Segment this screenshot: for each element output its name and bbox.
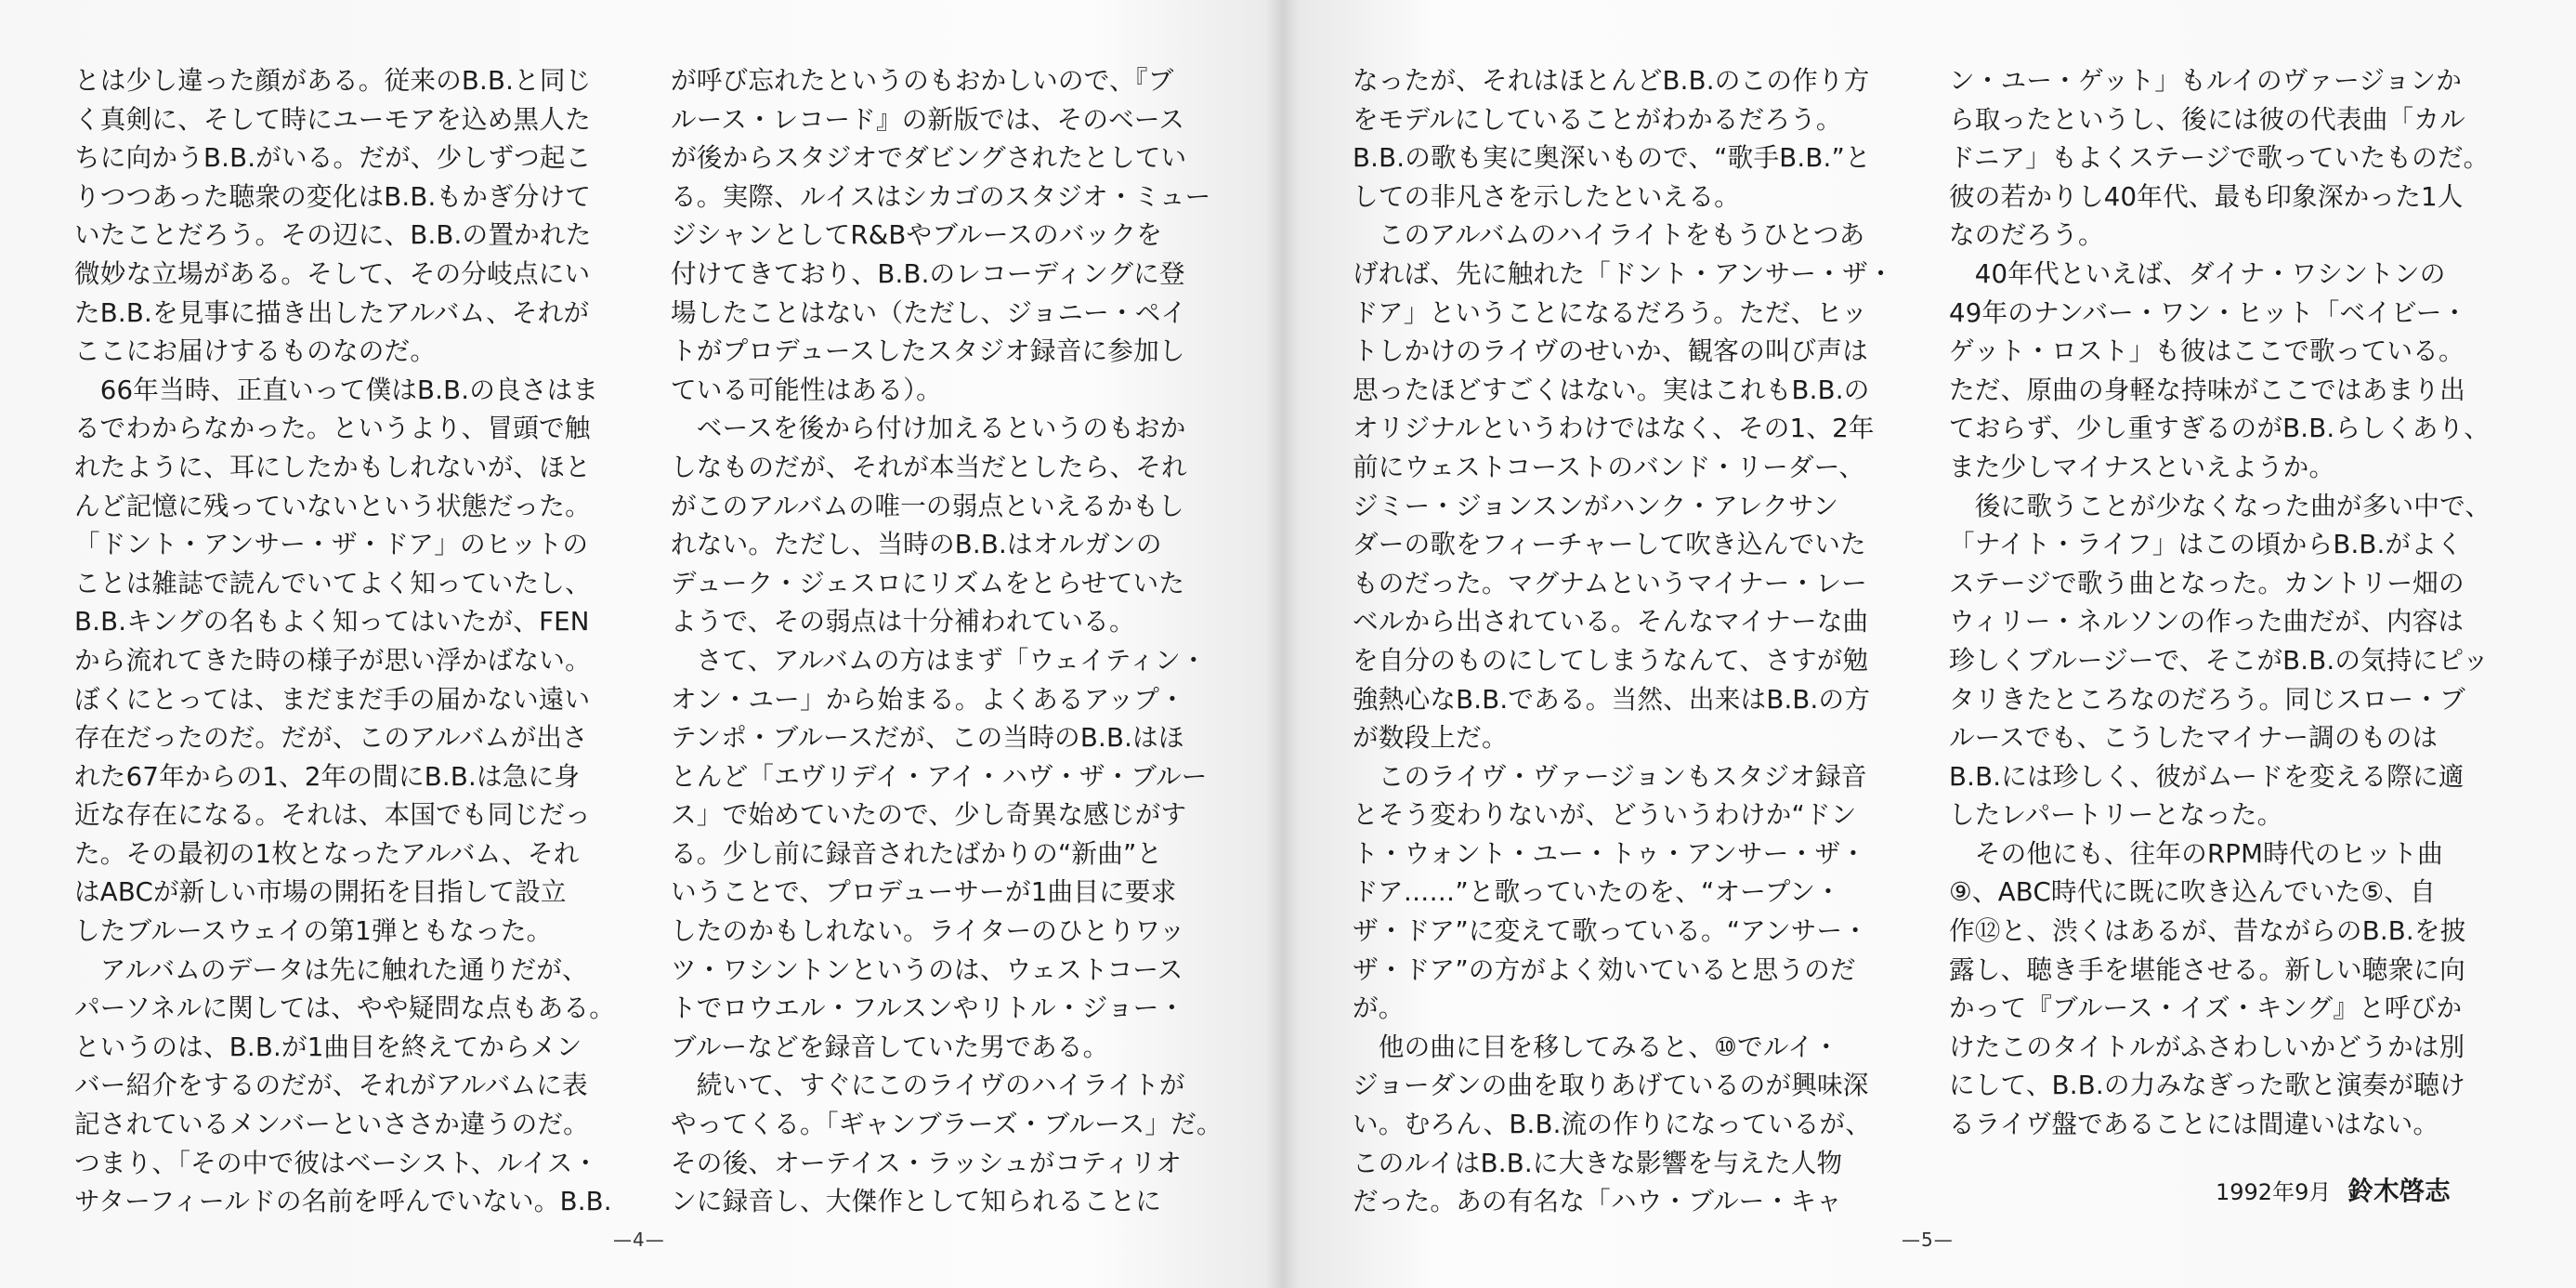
text-line: その他にも、往年のRPM時代のヒット曲 [1949, 837, 2443, 869]
text-line: た。その最初の1枚となったアルバム、それ [74, 837, 580, 869]
text-line: デューク・ジェスロにリズムをとらせていた [671, 567, 1185, 598]
text-line: る。少し前に録音されたばかりの“新曲”と [671, 837, 1163, 869]
text-line: ておらず、少し重すぎるのがB.B.らしくあり、 [1949, 413, 2491, 444]
text-line: トでロウエル・フルスンやリトル・ジョー・ [671, 992, 1185, 1024]
text-line: というのは、B.B.が1曲目を終えてからメン [74, 1031, 582, 1062]
text-line: このルイはB.B.に大きな影響を与えた人物 [1353, 1147, 1843, 1178]
text-line: 他の曲に目を移してみると、⑩でルイ・ [1353, 1031, 1839, 1062]
text-line: 微妙な立場がある。そして、その分岐点にい [74, 257, 591, 289]
signature [2216, 1173, 2451, 1211]
text-line: テンポ・ブルースだが、この当時のB.B.はほ [671, 722, 1184, 754]
text-column-2 [671, 61, 1223, 1221]
text-line: から流れてきた時の様子が思い浮かばない。 [74, 644, 591, 676]
text-line: りつつあった聴衆の変化はB.B.もかぎ分けて [74, 180, 592, 212]
text-line: さて、アルバムの方はまず「ウェイティン・ [671, 644, 1207, 676]
text-line: が数段上だ。 [1353, 722, 1508, 754]
text-line: ベルから出されている。そんなマイナーな曲 [1353, 606, 1869, 637]
text-line: 露し、聴き手を堪能させる。新しい聴衆に向 [1949, 953, 2465, 985]
text-line: このアルバムのハイライトをもうひとつあ [1353, 219, 1865, 251]
text-line: をモデルにしていることがわかるだろう。 [1353, 103, 1842, 135]
text-line: 続いて、すぐにこのライヴのハイライトが [671, 1070, 1185, 1101]
text-line: ようで、その弱点は十分補われている。 [671, 606, 1135, 637]
text-line: けたこのタイトルがふさわしいかどうかは別 [1949, 1031, 2465, 1062]
text-line: ゲット・ロスト」も彼はここで歌っている。 [1949, 335, 2465, 367]
text-line: B.B.の歌も実に奥深いもので、“歌手B.B.”と [1353, 142, 1871, 174]
text-line: るでわからなかった。というより、冒頭で触 [74, 413, 591, 444]
text-line: ザ・ドア”に変えて歌っている。“アンサー・ [1353, 915, 1869, 947]
text-column-1 [74, 61, 622, 1221]
text-line: ている可能性はある）。 [671, 374, 942, 405]
text-line: く真剣に、そして時にユーモアを込め黒人た [74, 103, 591, 135]
text-line: とんど「エヴリデイ・アイ・ハヴ・ザ・ブルー [671, 760, 1208, 792]
text-line: 思ったほどすごくはない。実はこれもB.B.の [1353, 374, 1870, 405]
text-line: その後、オーテイス・ラッシュがコティリオ [671, 1147, 1183, 1178]
text-line: 珍しくブルージーで、そこがB.B.の気持にピッ [1949, 644, 2489, 676]
text-line: アルバムのデータは先に触れた通りだが、 [74, 953, 588, 985]
text-line: いうことで、プロデューサーが1曲目に要求 [671, 876, 1177, 908]
text-line: ドニア」もよくステージで歌っていたものだ。 [1949, 142, 2490, 174]
text-line: オン・ユー」から始まる。よくあるアップ・ [671, 683, 1185, 715]
text-column-4 [1949, 61, 2497, 1144]
text-line: パーソネルに関しては、やや疑問な点もある。 [74, 992, 616, 1024]
text-line: トしかけのライヴのせいか、観客の叫び声は [1353, 335, 1869, 367]
text-line: やってくる。「ギャンブラーズ・ブルース」だ。 [671, 1109, 1223, 1140]
text-line: トがプロデュースしたスタジオ録音に参加し [671, 335, 1185, 367]
text-line: にして、B.B.の力みなぎった歌と演奏が聴け [1949, 1070, 2465, 1101]
text-line: 「ドント・アンサー・ザ・ドア」のヒットの [74, 529, 589, 560]
text-line: ジョーダンの曲を取りあげているのが興味深 [1353, 1070, 1869, 1101]
text-line: 66年当時、正直いって僕はB.B.の良さはま [74, 374, 599, 405]
text-line: れたように、耳にしたかもしれないが、ほと [74, 451, 591, 482]
text-line: ンに録音し、大傑作として知られることに [671, 1186, 1162, 1217]
text-line: しての非凡さを示したといえる。 [1353, 180, 1740, 212]
text-line: ルース・レコード』の新版では、そのベース [671, 103, 1185, 135]
text-line: れない。ただし、当時のB.B.はオルガンの [671, 529, 1162, 560]
text-line: ブルーなどを録音していた男である。 [671, 1031, 1109, 1062]
text-line: ものだった。マグナムというマイナー・レー [1353, 567, 1867, 598]
text-line: 40年代といえば、ダイナ・ワシントンの [1949, 257, 2446, 289]
text-line: 作⑫と、渋くはあるが、昔ながらのB.B.を披 [1949, 915, 2466, 947]
text-line: ⑨、ABC時代に既に吹き込んでいた⑤、自 [1949, 876, 2436, 908]
text-line: ちに向かうB.B.がいる。だが、少しずつ起こ [74, 142, 592, 174]
text-line: ツ・ワシントンというのは、ウェストコース [671, 953, 1183, 985]
text-line: る。実際、ルイスはシカゴのスタジオ・ミュー [671, 180, 1211, 212]
text-line: 49年のナンバー・ワン・ヒット「ベイビー・ [1949, 296, 2468, 328]
text-line: つまり、「その中で彼はベーシスト、ルイス・ [74, 1147, 599, 1178]
text-line: 強熱心なB.B.である。当然、出来はB.B.の方 [1353, 683, 1871, 715]
text-line: したレパートリーとなった。 [1949, 799, 2283, 831]
text-line: 記されているメンバーといささか違うのだ。 [74, 1109, 589, 1140]
text-line: ン・ユー・ゲット」もルイのヴァージョンか [1949, 65, 2463, 96]
text-line: ただ、原曲の身軽な持味がここではあまり出 [1949, 374, 2465, 405]
text-line: ドア……”と歌っていたのを、“オープン・ [1353, 876, 1841, 908]
text-line: ここにお届けするものなのだ。 [74, 335, 437, 367]
text-line: 「ナイト・ライフ」はこの頃からB.B.がよく [1949, 529, 2463, 560]
text-line: たB.B.を見事に描き出したアルバム、それが [74, 296, 590, 328]
text-line: サターフィールドの名前を呼んでいない。B.B. [74, 1186, 612, 1217]
text-line: タリきたところなのだろう。同じスロー・ブ [1949, 683, 2465, 715]
text-line: が後からスタジオでダビングされたとしてい [671, 142, 1187, 174]
text-line: るライヴ盤であることには間違いはない。 [1949, 1109, 2439, 1140]
book-gutter [1265, 0, 1299, 1288]
text-line: したのかもしれない。ライターのひとりワッ [671, 915, 1185, 947]
text-line: オリジナルというわけではなく、その1、2年 [1353, 413, 1875, 444]
text-line: れた67年からの1、2年の間にB.B.は急に身 [74, 760, 581, 792]
signature-date: 1992年9月 [2216, 1179, 2332, 1205]
text-line: ス」で始めていたので、少し奇異な感じがす [671, 799, 1187, 831]
text-line: ステージで歌う曲となった。カントリー畑の [1949, 567, 2465, 598]
text-line: 存在だったのだ。だが、このアルバムが出さ [74, 722, 588, 754]
text-line: ダーの歌をフィーチャーして吹き込んでいた [1353, 529, 1866, 560]
text-line: 彼の若かりし40年代、最も印象深かった1人 [1949, 180, 2464, 212]
text-line: ぼくにとっては、まだまだ手の届かない遠い [74, 683, 591, 715]
text-line: なったが、それはほとんどB.B.のこの作り方 [1353, 65, 1870, 96]
text-line: なのだろう。 [1949, 219, 2104, 251]
text-line: このライヴ・ヴァージョンもスタジオ録音 [1353, 760, 1867, 792]
text-line: い。むろん、B.B.流の作りになっているが、 [1353, 1109, 1872, 1140]
text-line: かって『ブルース・イズ・キング』と呼びか [1949, 992, 2463, 1024]
text-line: 前にウェストコーストのバンド・リーダー、 [1353, 451, 1865, 482]
text-line: 後に歌うことが少なくなった曲が多い中で、 [1949, 490, 2491, 521]
text-line: を自分のものにしてしまうなんて、さすが勉 [1353, 644, 1869, 676]
text-line: いたことだろう。その辺に、B.B.の置かれた [74, 219, 592, 251]
text-line: ドア」ということになるだろう。ただ、ヒッ [1353, 296, 1868, 328]
text-line: したブルースウェイの第1弾ともなった。 [74, 915, 553, 947]
text-line: ルースでも、こうしたマイナー調のものは [1949, 722, 2439, 754]
text-line: ジミー・ジョンスンがハンク・アレクサン [1353, 490, 1839, 521]
text-line: だった。あの有名な「ハウ・ブルー・キャ [1353, 1186, 1842, 1217]
text-line: しなものだが、それが本当だとしたら、それ [671, 451, 1187, 482]
text-line: ト・ウォント・ユー・トゥ・アンサー・ザ・ [1353, 837, 1866, 869]
text-line: B.B.には珍しく、彼がムードを変える際に適 [1949, 760, 2465, 792]
text-line: がこのアルバムの唯一の弱点といえるかもし [671, 490, 1184, 521]
text-line: 付けてきており、B.B.のレコーディングに登 [671, 257, 1185, 289]
text-line: ベースを後から付け加えるというのもおか [671, 413, 1186, 444]
text-line: ザ・ドア”の方がよく効いていると思うのだ [1353, 953, 1856, 985]
text-line: げれば、先に触れた「ドント・アンサー・ザ・ [1353, 257, 1894, 289]
text-line: ウィリー・ネルソンの作った曲だが、内容は [1949, 606, 2465, 637]
text-line: が呼び忘れたというのもおかしいので、『ブ [671, 65, 1174, 96]
text-line: また少しマイナスといえようか。 [1949, 451, 2335, 482]
text-line: 近な存在になる。それは、本国でも同じだっ [74, 799, 591, 831]
text-line: ことは雑誌で読んでいてよく知っていたし、 [74, 567, 591, 598]
text-line: とそう変わりないが、どういうわけか“ドン [1353, 799, 1857, 831]
text-line: とは少し違った顔がある。従来のB.B.と同じ [74, 65, 592, 96]
page-number-left: —4— [613, 1229, 665, 1251]
page-number-right: —5— [1902, 1229, 1954, 1251]
text-column-3 [1353, 61, 1901, 1221]
text-line: が。 [1353, 992, 1405, 1024]
text-line: B.B.キングの名もよく知ってはいたが、FEN [74, 606, 590, 637]
text-line: はABCが新しい市場の開拓を目指して設立 [74, 876, 567, 908]
text-line: 場したことはない（ただし、ジョニー・ペイ [671, 296, 1187, 328]
text-line: ジシャンとしてR&Bやブルースのバックを [671, 219, 1162, 251]
text-line: んど記憶に残っていないという状態だった。 [74, 490, 591, 521]
text-line: ら取ったというし、後には彼の代表曲「カル [1949, 103, 2465, 135]
signature-author: 鈴木啓志 [2347, 1176, 2451, 1206]
text-line: バー紹介をするのだが、それがアルバムに表 [74, 1070, 588, 1101]
